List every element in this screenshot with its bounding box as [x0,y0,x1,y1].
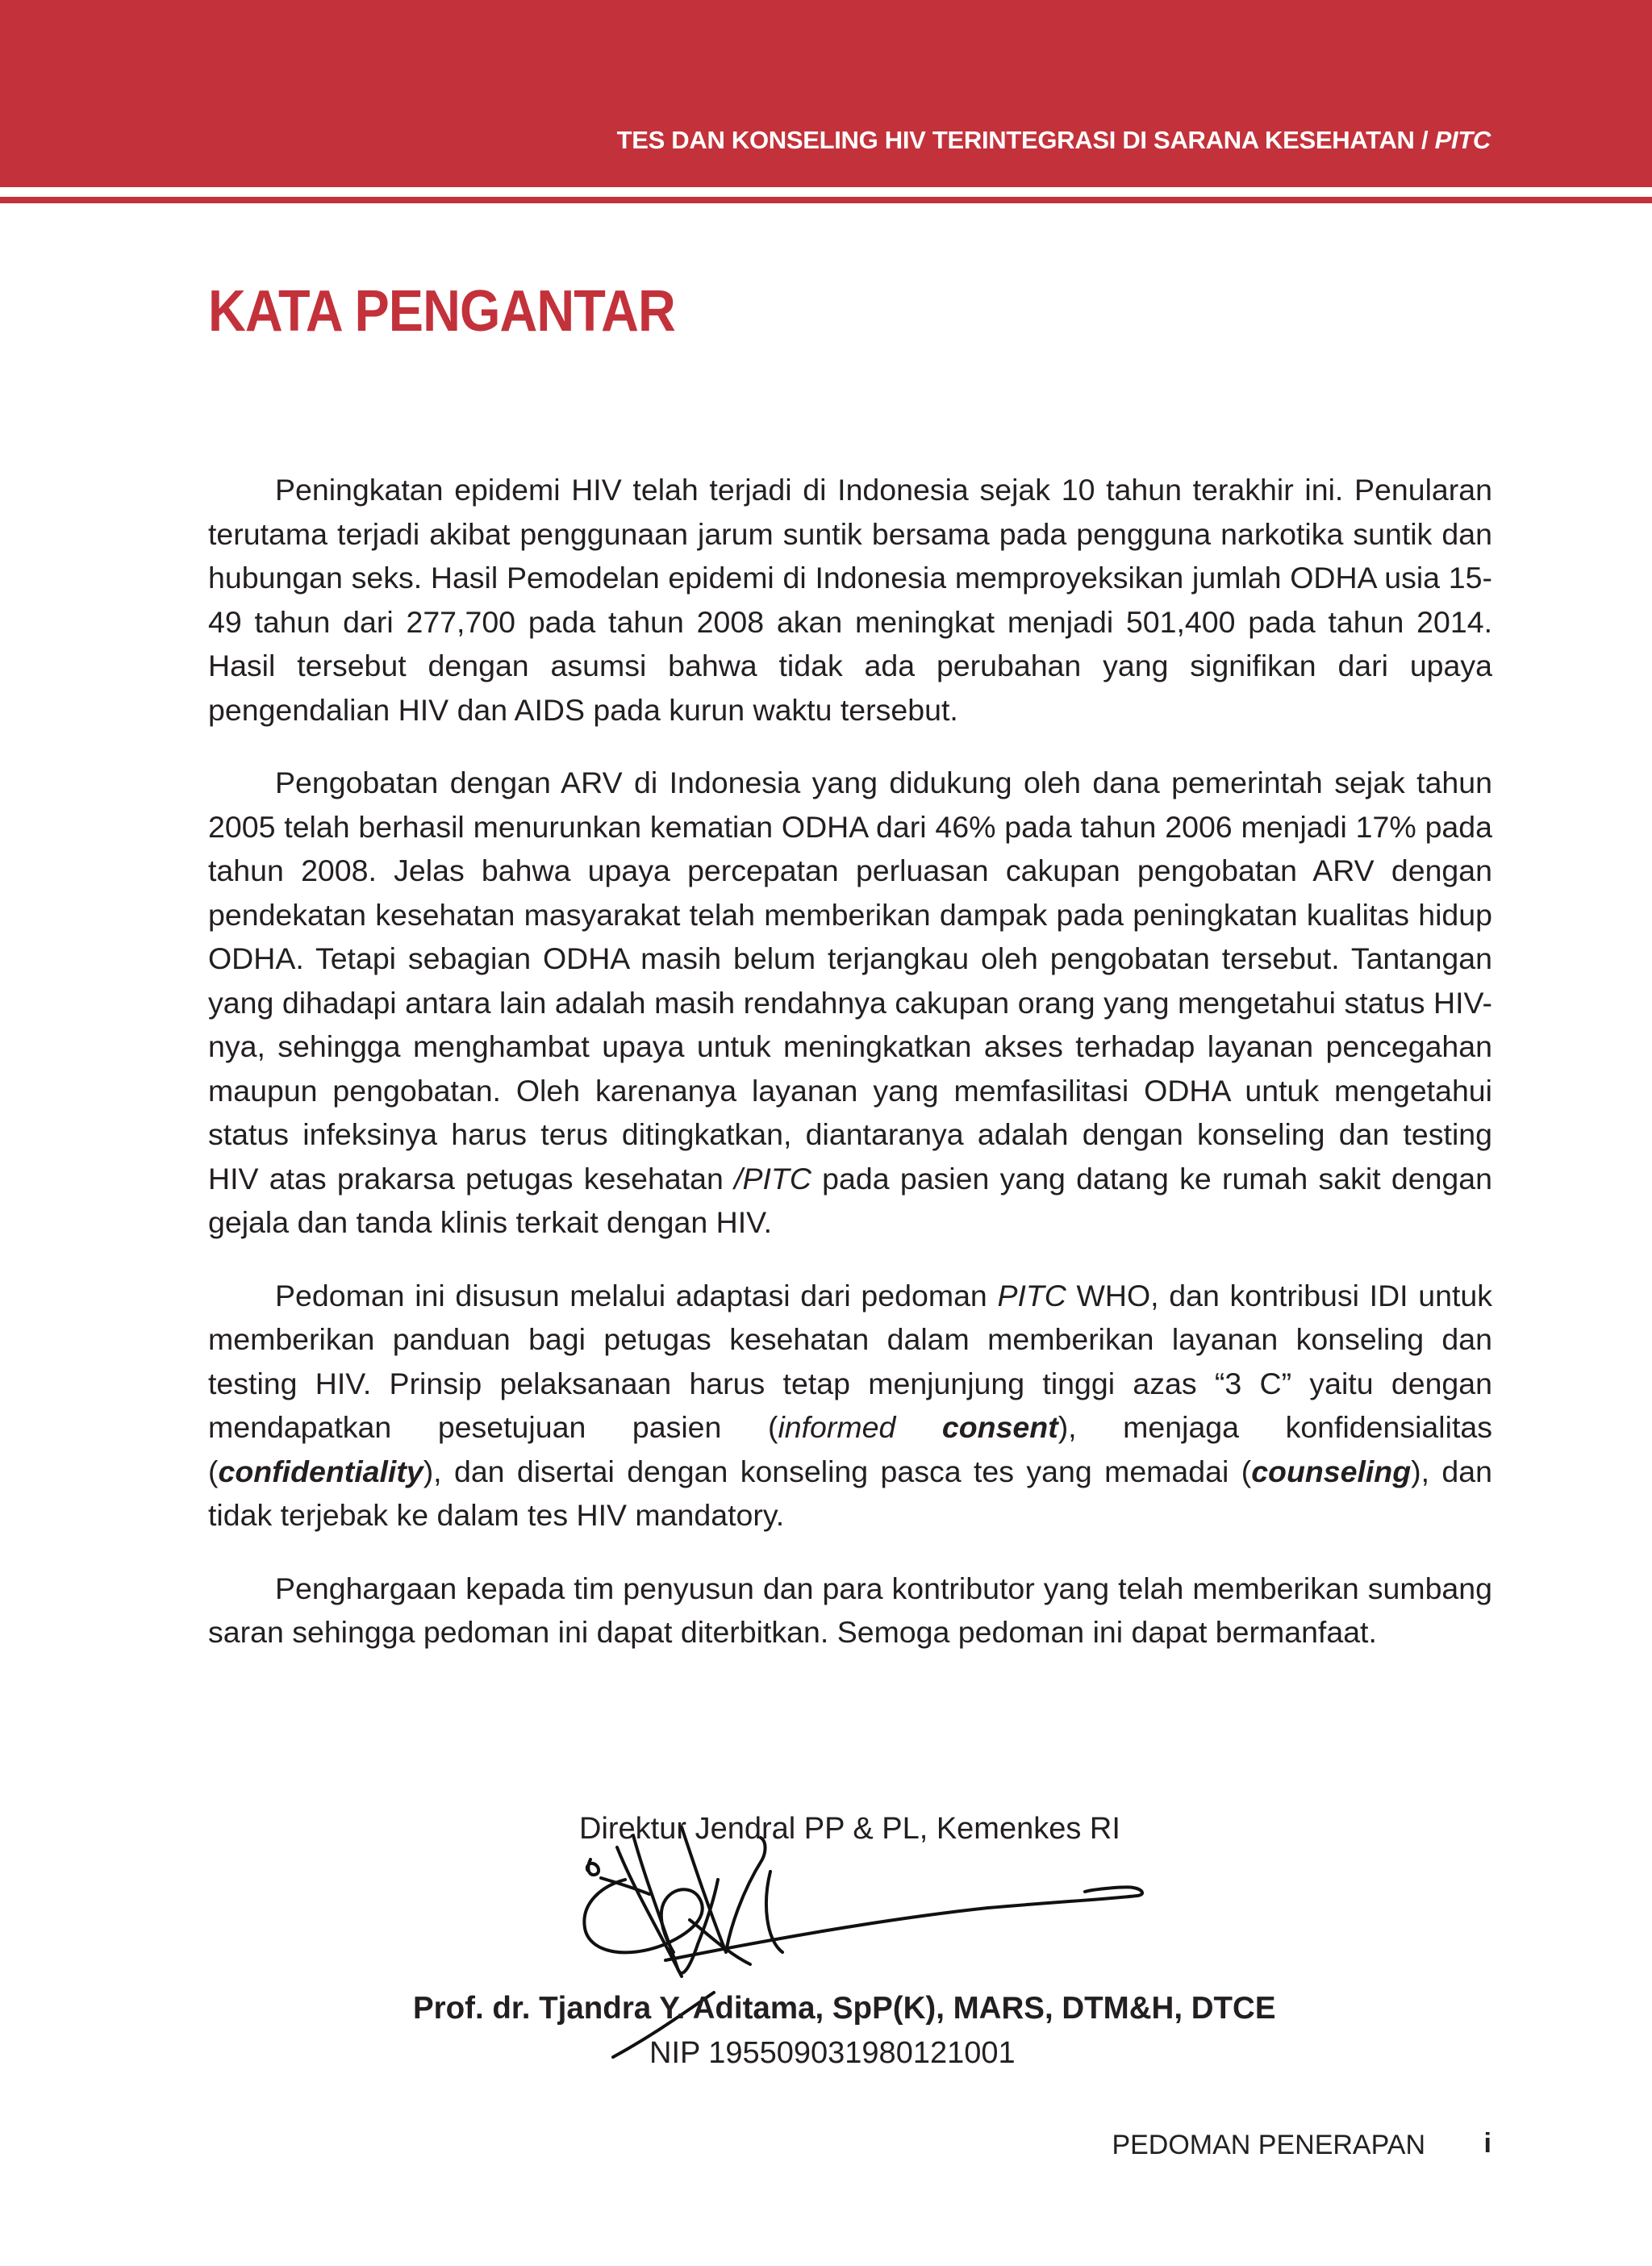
header-rule [0,197,1652,203]
paragraph-2: Pengobatan dengan ARV di Indonesia yang didukung oleh dana pemerintah sejak tahun 2005 telah berhasil menurunkan kematian ODHA dari 46% pada tahun 2006 menjadi 17% pada tahun 2008. Jelas bahwa upaya percepatan perluasan cakupan pengobatan ARV dengan pendekatan kesehatan masyarakat telah memberikan dampak pada peningkatan kualitas hidup ODHA. Tetapi sebagian ODHA masih belum terjangkau oleh pengobatan tersebut. Tantangan yang dihadapi antara lain adalah masih rendahnya cakupan orang yang mengetahui status HIV-nya, sehingga menghambat upaya untuk meningkatkan akses terhadap layanan pencegahan maupun pengobatan. Oleh karenanya layanan yang memfasilitasi ODHA untuk mengetahui status infeksinya harus terus ditingkatkan, diantaranya adalah dengan konseling dan testing HIV atas prakarsa petugas kesehatan /PITC pada pasien yang datang ke rumah sakit dengan gejala dan tanda klinis terkait dengan HIV. [208,766,1492,1239]
running-title: TES DAN KONSELING HIV TERINTEGRASI DI SARANA KESEHATAN / PITC [616,126,1491,154]
body-text [208,468,1492,1684]
paragraph-4: Penghargaan kepada tim penyusun dan para kontributor yang telah memberikan sumbang saran sehingga pedoman ini dapat diterbitkan. Semoga pedoman ini dapat bermanfaat. [208,1571,1492,1649]
signatory-name: Prof. dr. Tjandra Y. Aditama, SpP(K), MARS, DTM&H, DTCE [413,1991,1276,2026]
signatory-position: Direktur Jendral PP & PL, Kemenkes RI [579,1812,1120,1846]
signatory-nip: NIP 195509031980121001 [649,2036,1016,2070]
paragraph-1: Peningkatan epidemi HIV telah terjadi di Indonesia sejak 10 tahun terakhir ini. Penularan terutama terjadi akibat penggunaan jarum suntik bersama pada pengguna narkotika suntik dan hubungan seks. Hasil Pemodelan epidemi di Indonesia memproyeksikan jumlah ODHA usia 15-49 tahun dari 277,700 pada tahun 2008 akan meningkat menjadi 501,400 pada tahun 2014. Hasil tersebut dengan asumsi bahwa tidak ada perubahan yang signifikan dari upaya pengendalian HIV dan AIDS pada kurun waktu tersebut. [208,473,1492,727]
page-number: i [1483,2128,1491,2159]
footer-label: PEDOMAN PENERAPAN [1112,2130,1425,2160]
page-title: KATA PENGANTAR [208,279,675,344]
paragraph-3: Pedoman ini disusun melalui adaptasi dari pedoman PITC WHO, dan kontribusi IDI untuk memberikan panduan bagi petugas kesehatan dalam memberikan layanan konseling dan testing HIV. Prinsip pelaksanaan harus tetap menjunjung tinggi azas “3 C” yaitu dengan mendapatkan pesetujuan pasien (informed consent), menjaga konfidensialitas (confidentiality), dan disertai dengan konseling pasca tes yang memadai (counseling), dan tidak terjebak ke dalam tes HIV mandatory. [208,1278,1492,1532]
header-band [0,0,1652,187]
